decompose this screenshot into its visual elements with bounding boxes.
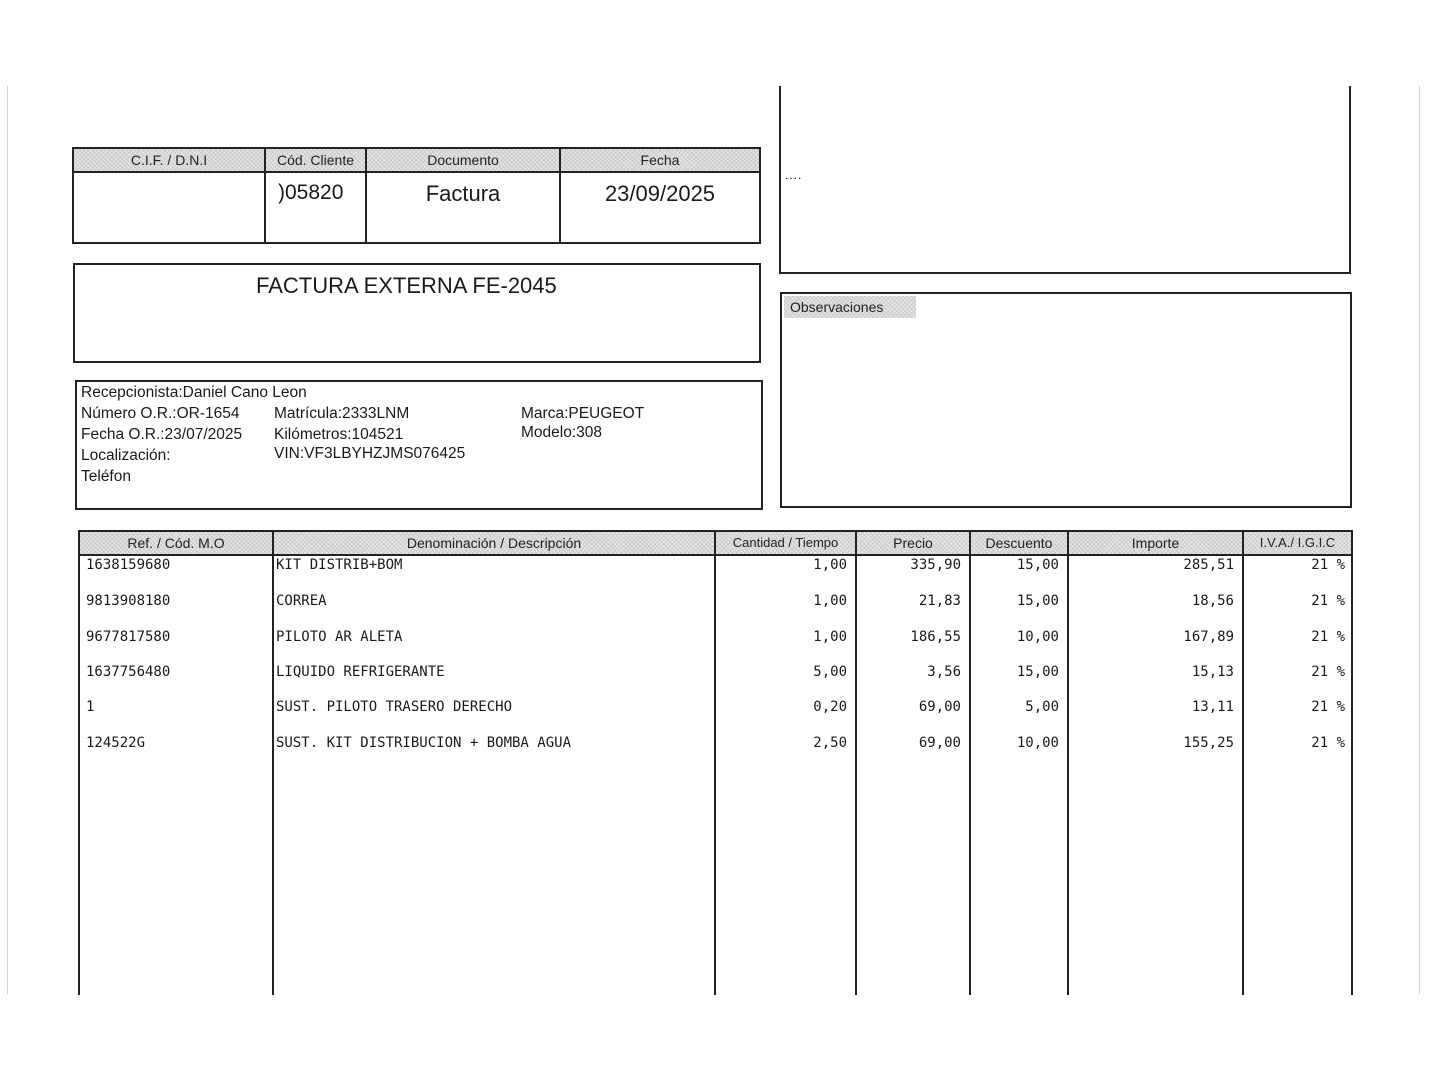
cell-price: 21,83 bbox=[918, 593, 961, 609]
table-row bbox=[80, 593, 1351, 615]
cell-ref: 1 bbox=[86, 699, 95, 715]
cell-desc: PILOTO AR ALETA bbox=[276, 629, 403, 645]
cell-ref: 9813908180 bbox=[86, 593, 171, 609]
cell-qty: 5,00 bbox=[813, 664, 847, 680]
title-box bbox=[73, 263, 761, 363]
fecha-or: Fecha O.R.:23/07/2025 bbox=[81, 426, 243, 443]
cell-amount: 155,25 bbox=[1183, 735, 1234, 751]
cif-label: C.I.F. / D.N.I bbox=[74, 149, 264, 171]
cell-ref: 1638159680 bbox=[86, 557, 171, 573]
cell-qty: 2,50 bbox=[813, 735, 847, 751]
cell-desc: SUST. KIT DISTRIBUCION + BOMBA AGUA bbox=[276, 735, 572, 751]
recepcionista: Recepcionista:Daniel Cano Leon bbox=[81, 384, 307, 401]
cell-ref: 1637756480 bbox=[86, 664, 171, 680]
cell-vat: 21 % bbox=[1311, 593, 1345, 609]
cell-ref: 124522G bbox=[86, 735, 146, 751]
cell-vat: 21 % bbox=[1311, 629, 1345, 645]
items-table bbox=[78, 530, 1353, 995]
header-divider bbox=[74, 171, 759, 173]
cell-qty: 0,20 bbox=[813, 699, 847, 715]
localizacion: Localización: bbox=[81, 447, 171, 464]
col-header-vat: I.V.A./ I.G.I.C bbox=[1244, 532, 1351, 554]
cell-amount: 18,56 bbox=[1191, 593, 1234, 609]
observaciones-label: Observaciones bbox=[784, 296, 916, 318]
fecha-label: Fecha bbox=[561, 149, 759, 171]
observaciones-box bbox=[780, 292, 1352, 508]
fecha-value: 23/09/2025 bbox=[604, 181, 716, 206]
cell-disc: 15,00 bbox=[1016, 593, 1059, 609]
cell-disc: 5,00 bbox=[1025, 699, 1059, 715]
modelo: Modelo:308 bbox=[521, 424, 603, 441]
kilometros: Kilómetros:104521 bbox=[274, 426, 404, 443]
cell-amount: 167,89 bbox=[1183, 629, 1234, 645]
marca: Marca:PEUGEOT bbox=[521, 405, 645, 422]
table-row bbox=[80, 629, 1351, 651]
cell-price: 186,55 bbox=[910, 629, 961, 645]
cell-disc: 10,00 bbox=[1016, 735, 1059, 751]
cell-amount: 13,11 bbox=[1191, 699, 1234, 715]
table-row bbox=[80, 557, 1351, 579]
cell-desc: CORREA bbox=[276, 593, 327, 609]
table-row bbox=[80, 735, 1351, 757]
documento-label: Documento bbox=[367, 149, 559, 171]
col-header-qty: Cantidad / Tiempo bbox=[716, 532, 855, 554]
cell-vat: 21 % bbox=[1311, 664, 1345, 680]
cell-vat: 21 % bbox=[1311, 557, 1345, 573]
vin: VIN:VF3LBYHZJMS076425 bbox=[274, 445, 466, 462]
document-header-table bbox=[72, 147, 761, 244]
cell-amount: 285,51 bbox=[1183, 557, 1234, 573]
address-box bbox=[779, 86, 1351, 274]
table-row bbox=[80, 664, 1351, 686]
col-header-disc: Descuento bbox=[971, 532, 1067, 554]
cell-vat: 21 % bbox=[1311, 699, 1345, 715]
cliente-value: )05820 bbox=[278, 181, 344, 204]
matricula: Matrícula:2333LNM bbox=[274, 405, 410, 422]
cell-price: 335,90 bbox=[910, 557, 961, 573]
invoice-title: FACTURA EXTERNA FE-2045 bbox=[256, 273, 557, 298]
cell-vat: 21 % bbox=[1311, 735, 1345, 751]
documento-value: Factura bbox=[425, 181, 501, 206]
cell-desc: SUST. PILOTO TRASERO DERECHO bbox=[276, 699, 513, 715]
cliente-label: Cód. Cliente bbox=[266, 149, 365, 171]
page-edge-right bbox=[1419, 86, 1420, 994]
cell-desc: KIT DISTRIB+BOM bbox=[276, 557, 403, 573]
cell-qty: 1,00 bbox=[813, 593, 847, 609]
cell-amount: 15,13 bbox=[1191, 664, 1234, 680]
col-divider bbox=[264, 149, 266, 242]
col-header-ref: Ref. / Cód. M.O bbox=[80, 532, 272, 554]
col-header-amount: Importe bbox=[1069, 532, 1242, 554]
telefono: Teléfon bbox=[81, 468, 131, 485]
cell-ref: 9677817580 bbox=[86, 629, 171, 645]
cell-price: 3,56 bbox=[927, 664, 961, 680]
col-header-price: Precio bbox=[857, 532, 969, 554]
page-edge-left bbox=[7, 86, 8, 994]
col-header-desc: Denominación / Descripción bbox=[274, 532, 714, 554]
cell-qty: 1,00 bbox=[813, 629, 847, 645]
cell-disc: 15,00 bbox=[1016, 664, 1059, 680]
vehicle-info-box bbox=[75, 380, 763, 510]
cell-desc: LIQUIDO REFRIGERANTE bbox=[276, 664, 445, 680]
address-text: .... bbox=[785, 168, 803, 182]
cell-disc: 15,00 bbox=[1016, 557, 1059, 573]
cell-qty: 1,00 bbox=[813, 557, 847, 573]
cell-price: 69,00 bbox=[918, 735, 961, 751]
cell-disc: 10,00 bbox=[1016, 629, 1059, 645]
table-row bbox=[80, 699, 1351, 721]
numero-or: Número O.R.:OR-1654 bbox=[81, 405, 240, 422]
cell-price: 69,00 bbox=[918, 699, 961, 715]
